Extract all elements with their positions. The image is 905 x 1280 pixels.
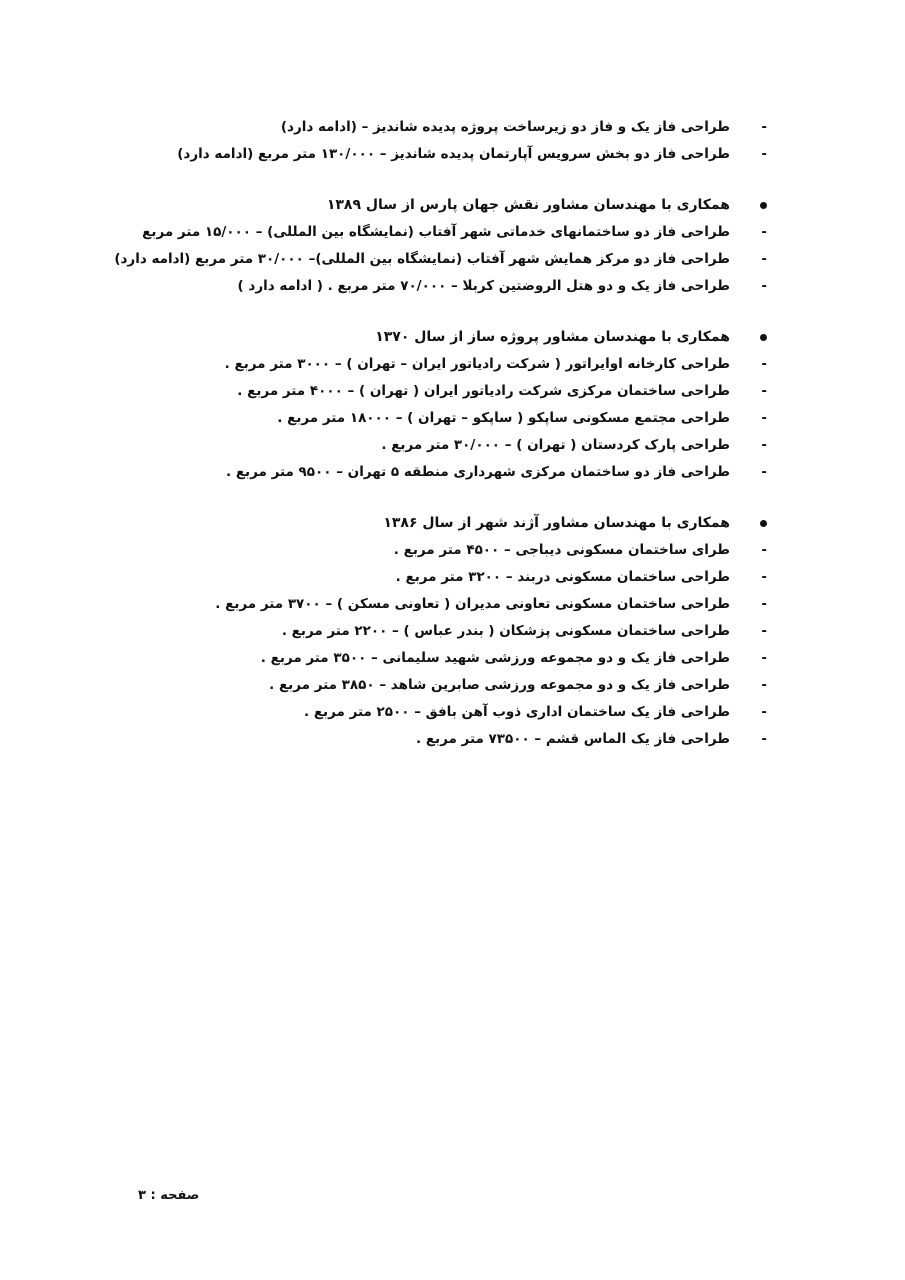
project-list <box>115 114 767 168</box>
list-item-text: طراحی ساختمان مسکونی دربند – ۳۲۰۰ متر مربع . <box>395 569 730 585</box>
list-item <box>114 246 767 273</box>
list-item-text: طرای ساختمان مسکونی دیباجی – ۴۵۰۰ متر مربع . <box>393 542 730 558</box>
list-item-text: طراحی فاز دو مرکز همایش شهر آفتاب (نمایشگاه بین المللی)– ۳۰/۰۰۰ متر مربع (ادامه دارد) <box>114 251 730 267</box>
section-heading <box>115 192 755 219</box>
list-item <box>115 432 767 459</box>
list-item-text: طراحی فاز یک و دو مجموعه ورزشی شهید سلیمانی – ۳۵۰۰ متر مربع . <box>260 650 730 666</box>
section-3 <box>115 510 767 753</box>
list-item-text: طراحی فاز یک و فاز دو زیرساخت پروژه پدیده شاندیز – (ادامه دارد) <box>280 119 730 135</box>
list-item-text: طراحی مجتمع مسکونی ساپکو ( ساپکو – تهران ) – ۱۸۰۰۰ متر مربع . <box>277 410 730 426</box>
dash-icon: - <box>761 437 767 453</box>
list-item <box>115 405 767 432</box>
section-heading <box>115 324 755 351</box>
dash-icon: - <box>761 677 767 693</box>
dash-icon: - <box>761 410 767 426</box>
bullet-icon <box>760 334 767 341</box>
list-item <box>115 645 767 672</box>
document-body <box>114 114 767 777</box>
dash-icon: - <box>761 464 767 480</box>
project-list <box>115 351 767 486</box>
dash-icon: - <box>761 356 767 372</box>
project-list <box>114 219 767 300</box>
dash-icon: - <box>761 119 767 135</box>
section-heading-text: همکاری با مهندسان مشاور پروژه ساز از سال ۱۳۷۰ <box>375 329 730 345</box>
list-item <box>115 273 767 300</box>
bullet-icon <box>760 202 767 209</box>
list-item <box>115 459 767 486</box>
list-item <box>115 219 767 246</box>
dash-icon: - <box>761 650 767 666</box>
dash-icon: - <box>761 596 767 612</box>
section-heading-text: همکاری با مهندسان مشاور آژند شهر از سال ۱۳۸۶ <box>383 515 730 531</box>
list-item <box>115 351 767 378</box>
list-item <box>115 141 767 168</box>
dash-icon: - <box>761 542 767 558</box>
list-item <box>115 699 767 726</box>
dash-icon: - <box>761 383 767 399</box>
dash-icon: - <box>761 278 767 294</box>
list-item-text: طراحی ساختمان مرکزی شرکت رادیاتور ایران ( تهران ) – ۴۰۰۰ متر مربع . <box>237 383 730 399</box>
list-item <box>115 726 767 753</box>
dash-icon: - <box>761 569 767 585</box>
list-item <box>115 378 767 405</box>
list-item-text: طراحی فاز دو ساختمان مرکزی شهرداری منطقه ۵ تهران – ۹۵۰۰ متر مربع . <box>226 464 730 480</box>
list-item <box>115 564 767 591</box>
list-item-text: طراحی فاز دو بخش سرویس آپارتمان پدیده شاندیز – ۱۳۰/۰۰۰ متر مربع (ادامه دارد) <box>177 146 730 162</box>
project-list <box>115 537 767 753</box>
bullet-icon <box>760 520 767 527</box>
section-heading-text: همکاری با مهندسان مشاور نقش جهان پارس از سال ۱۳۸۹ <box>326 197 730 213</box>
section-1 <box>114 192 767 300</box>
list-item-text: طراحی پارک کردستان ( تهران ) – ۳۰/۰۰۰ متر مربع . <box>381 437 730 453</box>
list-item-text: طراحی ساختمان مسکونی پزشکان ( بندر عباس ) – ۲۲۰۰ متر مربع . <box>281 623 730 639</box>
section-0 <box>115 114 767 168</box>
list-item-text: طراحی فاز یک و دو مجموعه ورزشی صابرین شاهد – ۳۸۵۰ متر مربع . <box>269 677 730 693</box>
dash-icon: - <box>761 704 767 720</box>
list-item <box>115 537 767 564</box>
list-item-text: طراحی فاز یک ساختمان اداری ذوب آهن بافق – ۲۵۰۰ متر مربع . <box>304 704 730 720</box>
list-item-text: طراحی ساختمان مسکونی تعاونی مدیران ( تعاونی مسکن ) – ۳۷۰۰ متر مربع . <box>215 596 730 612</box>
section-heading <box>115 510 755 537</box>
list-item <box>115 618 767 645</box>
list-item <box>115 591 767 618</box>
list-item-text: طراحی فاز یک الماس قشم – ۷۳۵۰۰ متر مربع . <box>415 731 730 747</box>
section-2 <box>115 324 767 486</box>
list-item-text: طراحی فاز دو ساختمانهای خدماتی شهر آفتاب (نمایشگاه بین المللی) – ۱۵/۰۰۰ متر مربع <box>142 224 730 240</box>
list-item <box>115 672 767 699</box>
list-item <box>115 114 767 141</box>
dash-icon: - <box>761 224 767 240</box>
dash-icon: - <box>761 623 767 639</box>
dash-icon: - <box>761 146 767 162</box>
list-item-text: طراحی کارخانه اوایراتور ( شرکت رادیاتور ایران – تهران ) – ۳۰۰۰ متر مربع . <box>224 356 730 372</box>
dash-icon: - <box>761 731 767 747</box>
list-item-text: طراحی فاز یک و دو هتل الروضتین کربلا – ۷۰/۰۰۰ متر مربع . ( ادامه دارد ) <box>237 278 730 294</box>
page-number: صفحه : ۳ <box>138 1188 200 1203</box>
dash-icon: - <box>761 251 767 267</box>
